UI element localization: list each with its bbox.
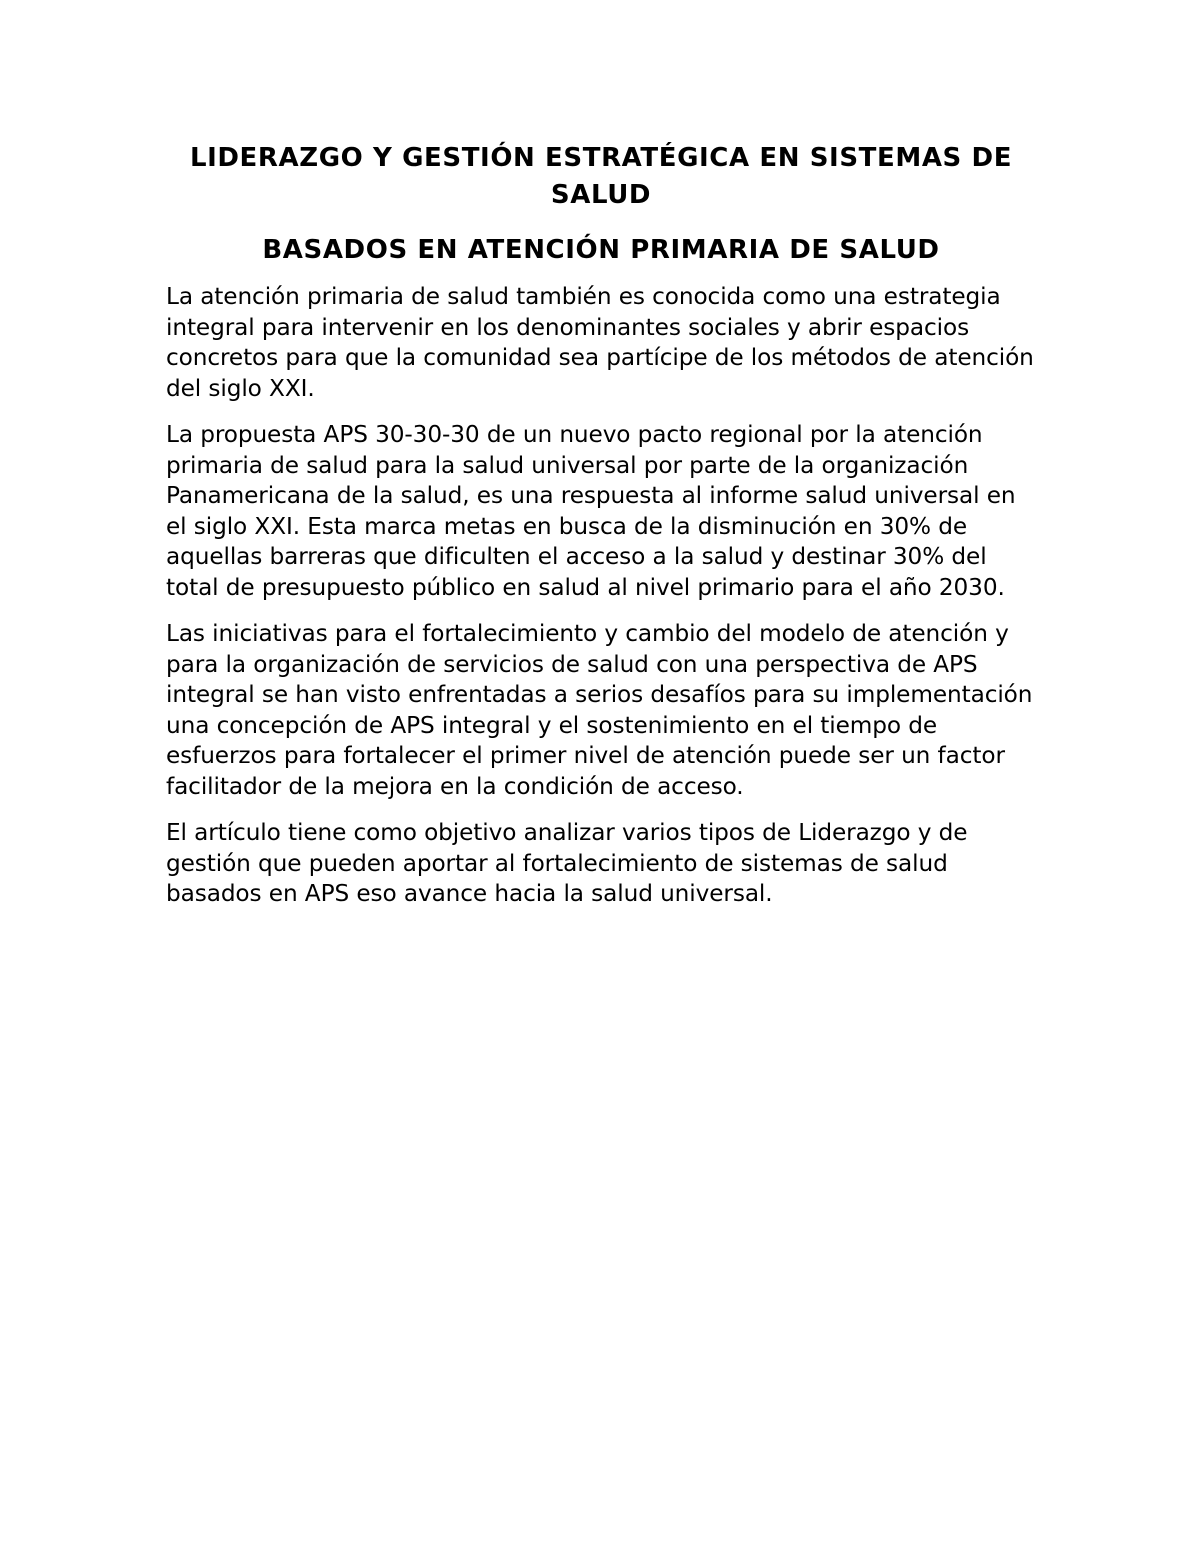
document-subtitle: BASADOS EN ATENCIÓN PRIMARIA DE SALUD [262,235,940,265]
document-page [166,140,1036,910]
paragraph-4: El artículo tiene como objetivo analizar varios tipos de Liderazgo y de gestión que pueden aportar al fortalecimiento de sistemas de salud basados en APS eso avance hacia la salud universal. [166,819,968,907]
document-title: LIDERAZGO Y GESTIÓN ESTRATÉGICA EN SISTEMAS DE SALUD [189,143,1013,210]
paragraph-3: Las iniciativas para el fortalecimiento y cambio del modelo de atención y para la organización de servicios de salud con una perspectiva de APS integral se han visto enfrentadas a serios desafíos para su implementación una concepción de APS integral y el sostenimiento en el tiempo de esfuerzos para fortalecer el primer nivel de atención puede ser un factor facilitador de la mejora en la condición de acceso. [166,620,1033,800]
paragraph-2: La propuesta APS 30-30-30 de un nuevo pacto regional por la atención primaria de salud para la salud universal por parte de la organización Panamericana de la salud, es una respuesta al informe salud universal en el siglo XXI. Esta marca metas en busca de la disminución en 30% de aquellas barreras que dificulten el acceso a la salud y destinar 30% del total de presupuesto público en salud al nivel primario para el año 2030. [166,421,1016,601]
paragraph-1: La atención primaria de salud también es conocida como una estrategia integral para intervenir en los denominantes sociales y abrir espacios concretos para que la comunidad sea partícipe de los métodos de atención del siglo XXI. [166,283,1034,402]
